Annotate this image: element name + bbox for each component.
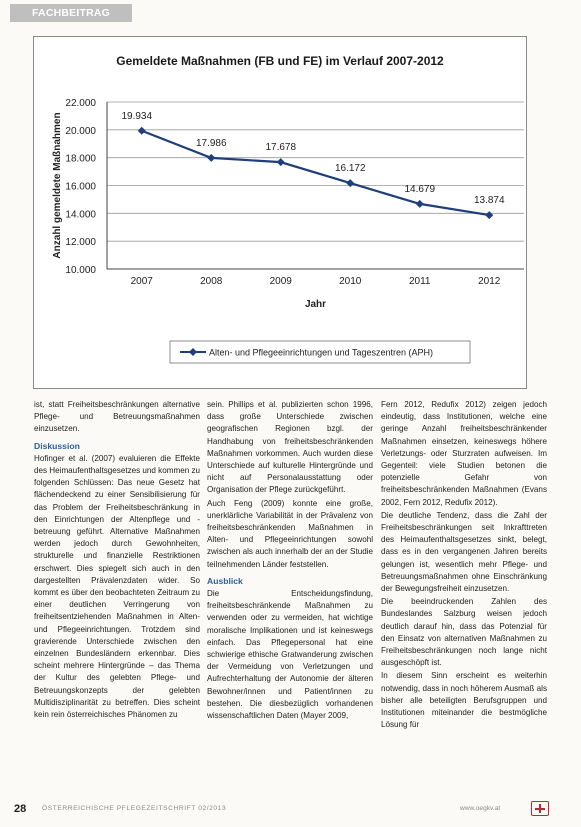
- text-column-2: [207, 399, 373, 723]
- paragraph: Hofinger et al. (2007) evaluieren die Effekte des Heimaufenthaltsgesetzes und kommen zu folgenden Schlüssen: Das neue Gesetz hat flächendeckend zu einer Sensibilisierung für das Problem der Freiheitsbeschränkung in den Einrichtungen der Altenpflege und -betreuung geführt. Alternative Maßnahmen werden jedoch durch Gewohnheiten, strukturelle und finanzielle Restriktionen erschwert. Dies spiegelt sich auch in den dargestellten Prävalenzdaten wider. So kommt es über den beobachteten Zeitraum zu einer deutlichen Verringerung von freiheitsentziehenden Maßnahmen in Alten- und Pflegeeinrichtungen. Trotzdem sind gravierende Unterschiede zwischen den einzelnen Bundesländern erkennbar. Dies scheint mehrere Hintergründe – das Thema der Kultur des gelebten Pflege- und Betreuungskonzepts der gelebten Multidisziplinarität zu betreffen. Dies scheint kein rein österreichisches Phänomen zu: [34, 453, 201, 720]
- data-point: [207, 154, 215, 162]
- paragraph: Die deutliche Tendenz, dass die Zahl der Freiheitsbeschränkungen seit Inkrafttreten des Heimaufenthaltsgesetzes sinkt, belegt, dass es in den vergangenen Jahren bereits gelungen ist, wesentlich mehr Pflege- und Betreuungsmaßnahmen ohne Einschränkung der Bewegungsfreiheit einzusetzen.: [381, 510, 547, 594]
- figure: [33, 36, 527, 389]
- x-tick-label: 2008: [200, 276, 223, 287]
- text-column-3: [381, 399, 547, 732]
- data-point: [346, 179, 354, 187]
- paragraph: ist, statt Freiheitsbeschränkungen alternative Pflege- und Betreuungsmaßnahmen einzusetzen.: [34, 400, 200, 434]
- data-label: 19.934: [121, 110, 153, 122]
- x-axis-label: Jahr: [304, 299, 327, 310]
- paragraph: sein. Phillips et al. publizierten schon 1996, dass große Unterschiede zwischen geografischen Regionen bzgl. der Handhabung von freiheitsbeschränkenden Maßnahmen vorkommen. Auch wurden diese Unterschiede auf kulturelle Hintergründe und nicht auf Personalausstattung oder Organisation der Pflege zurückgeführt.: [207, 400, 373, 495]
- y-tick-label: 18.000: [65, 153, 96, 165]
- data-label: 13.874: [473, 195, 505, 207]
- y-axis-label: Anzahl gemeldete Maßnahmen: [52, 112, 63, 259]
- y-tick-label: 10.000: [65, 265, 96, 276]
- x-tick-label: 2009: [269, 276, 292, 287]
- data-label: 16.172: [334, 163, 366, 175]
- paragraph: In diesem Sinn erscheint es weiterhin notwendig, dass in noch höherem Ausmaß als bisher alle beteiligten Berufsgruppen und Institutionen miteinander die bestmögliche Lösung für: [381, 671, 547, 730]
- text-column-1: [34, 399, 200, 722]
- paragraph: Auch Feng (2009) konnte eine große, unerklärliche Variabilität in der Prävalenz von freiheitsbeschränkenden Maßnahmen in Alten- und Pflegeeinrichtungen sowohl zwischen als auch innerhalb der an der Studie teilnehmenden Länder feststellen.: [207, 498, 373, 569]
- section-tag: [10, 4, 132, 22]
- y-tick-label: 12.000: [65, 237, 96, 249]
- series-line: [142, 131, 490, 215]
- data-point: [277, 158, 285, 166]
- paragraph: Die beeindruckenden Zahlen des Bundeslandes Salzburg weisen jedoch deutlich darauf hin, dass das Potenzial für den Einsatz von alternativen Maßnahmen zu Freiheitsbeschränkungen noch lange nicht ausgeschöpft ist.: [381, 597, 547, 668]
- x-tick-label: 2010: [339, 276, 362, 287]
- heading-ausblick: Ausblick: [207, 575, 243, 586]
- heading-diskussion: Diskussion: [34, 440, 80, 451]
- data-label: 17.986: [195, 137, 227, 149]
- legend-label: Alten- und Pflegeeinrichtungen und Tageszentren (APH): [209, 347, 433, 358]
- data-label: 14.679: [404, 183, 436, 195]
- paragraph: Fern 2012, Redufix 2012) zeigen jedoch eindeutig, dass Institutionen, welche eine geringe Anzahl freiheitsbeschränkender Maßnahmen einsetzen, keineswegs höhere Verletzungs- oder Sturzraten aufweisen. Im Gegenteil: viele Studien betonen die potenzielle Gefahr von freiheitsbeschränkenden Maßnahmen (Evans 2002, Fern 2012, Redufix 2012).: [381, 400, 547, 507]
- x-tick-label: 2012: [478, 276, 501, 287]
- x-tick-label: 2007: [130, 276, 153, 287]
- y-tick-label: 16.000: [65, 181, 96, 193]
- data-point: [138, 127, 146, 135]
- data-point: [416, 200, 424, 208]
- paragraph: Die Entscheidungsfindung, freiheitsbeschränkende Maßnahmen zu verwenden oder zu vermeiden, hat wichtige moralische Implikationen und ist keineswegs einfach. Das Pflegepersonal hat eine schwierige ethische Gratwanderung zwischen der Vermeidung von Verletzungen und Aufrechterhaltung der Autonomie der älteren Bewohner/innen und Patient/innen zu bestehen. Die diesbezüglich vorhandenen wissenschaftlichen Daten (Mayer 2009,: [207, 589, 373, 721]
- y-tick-label: 14.000: [65, 209, 96, 221]
- line-chart: [34, 37, 526, 388]
- cross-logo-icon: [531, 801, 549, 816]
- journal-name: ÖSTERREICHISCHE PFLEGEZEITSCHRIFT 02/2013: [42, 805, 227, 812]
- y-tick-label: 20.000: [65, 125, 96, 137]
- y-tick-label: 22.000: [65, 98, 96, 109]
- page-footer: [0, 800, 581, 827]
- data-label: 17.678: [265, 142, 297, 154]
- section-label: FACHBEITRAG: [32, 7, 111, 19]
- website-link[interactable]: www.oegkv.at: [460, 805, 501, 812]
- page-number: 28: [14, 803, 27, 815]
- x-tick-label: 2011: [408, 276, 431, 287]
- chart-title: Gemeldete Maßnahmen (FB und FE) im Verlauf 2007-2012: [116, 54, 444, 68]
- data-point: [485, 211, 493, 219]
